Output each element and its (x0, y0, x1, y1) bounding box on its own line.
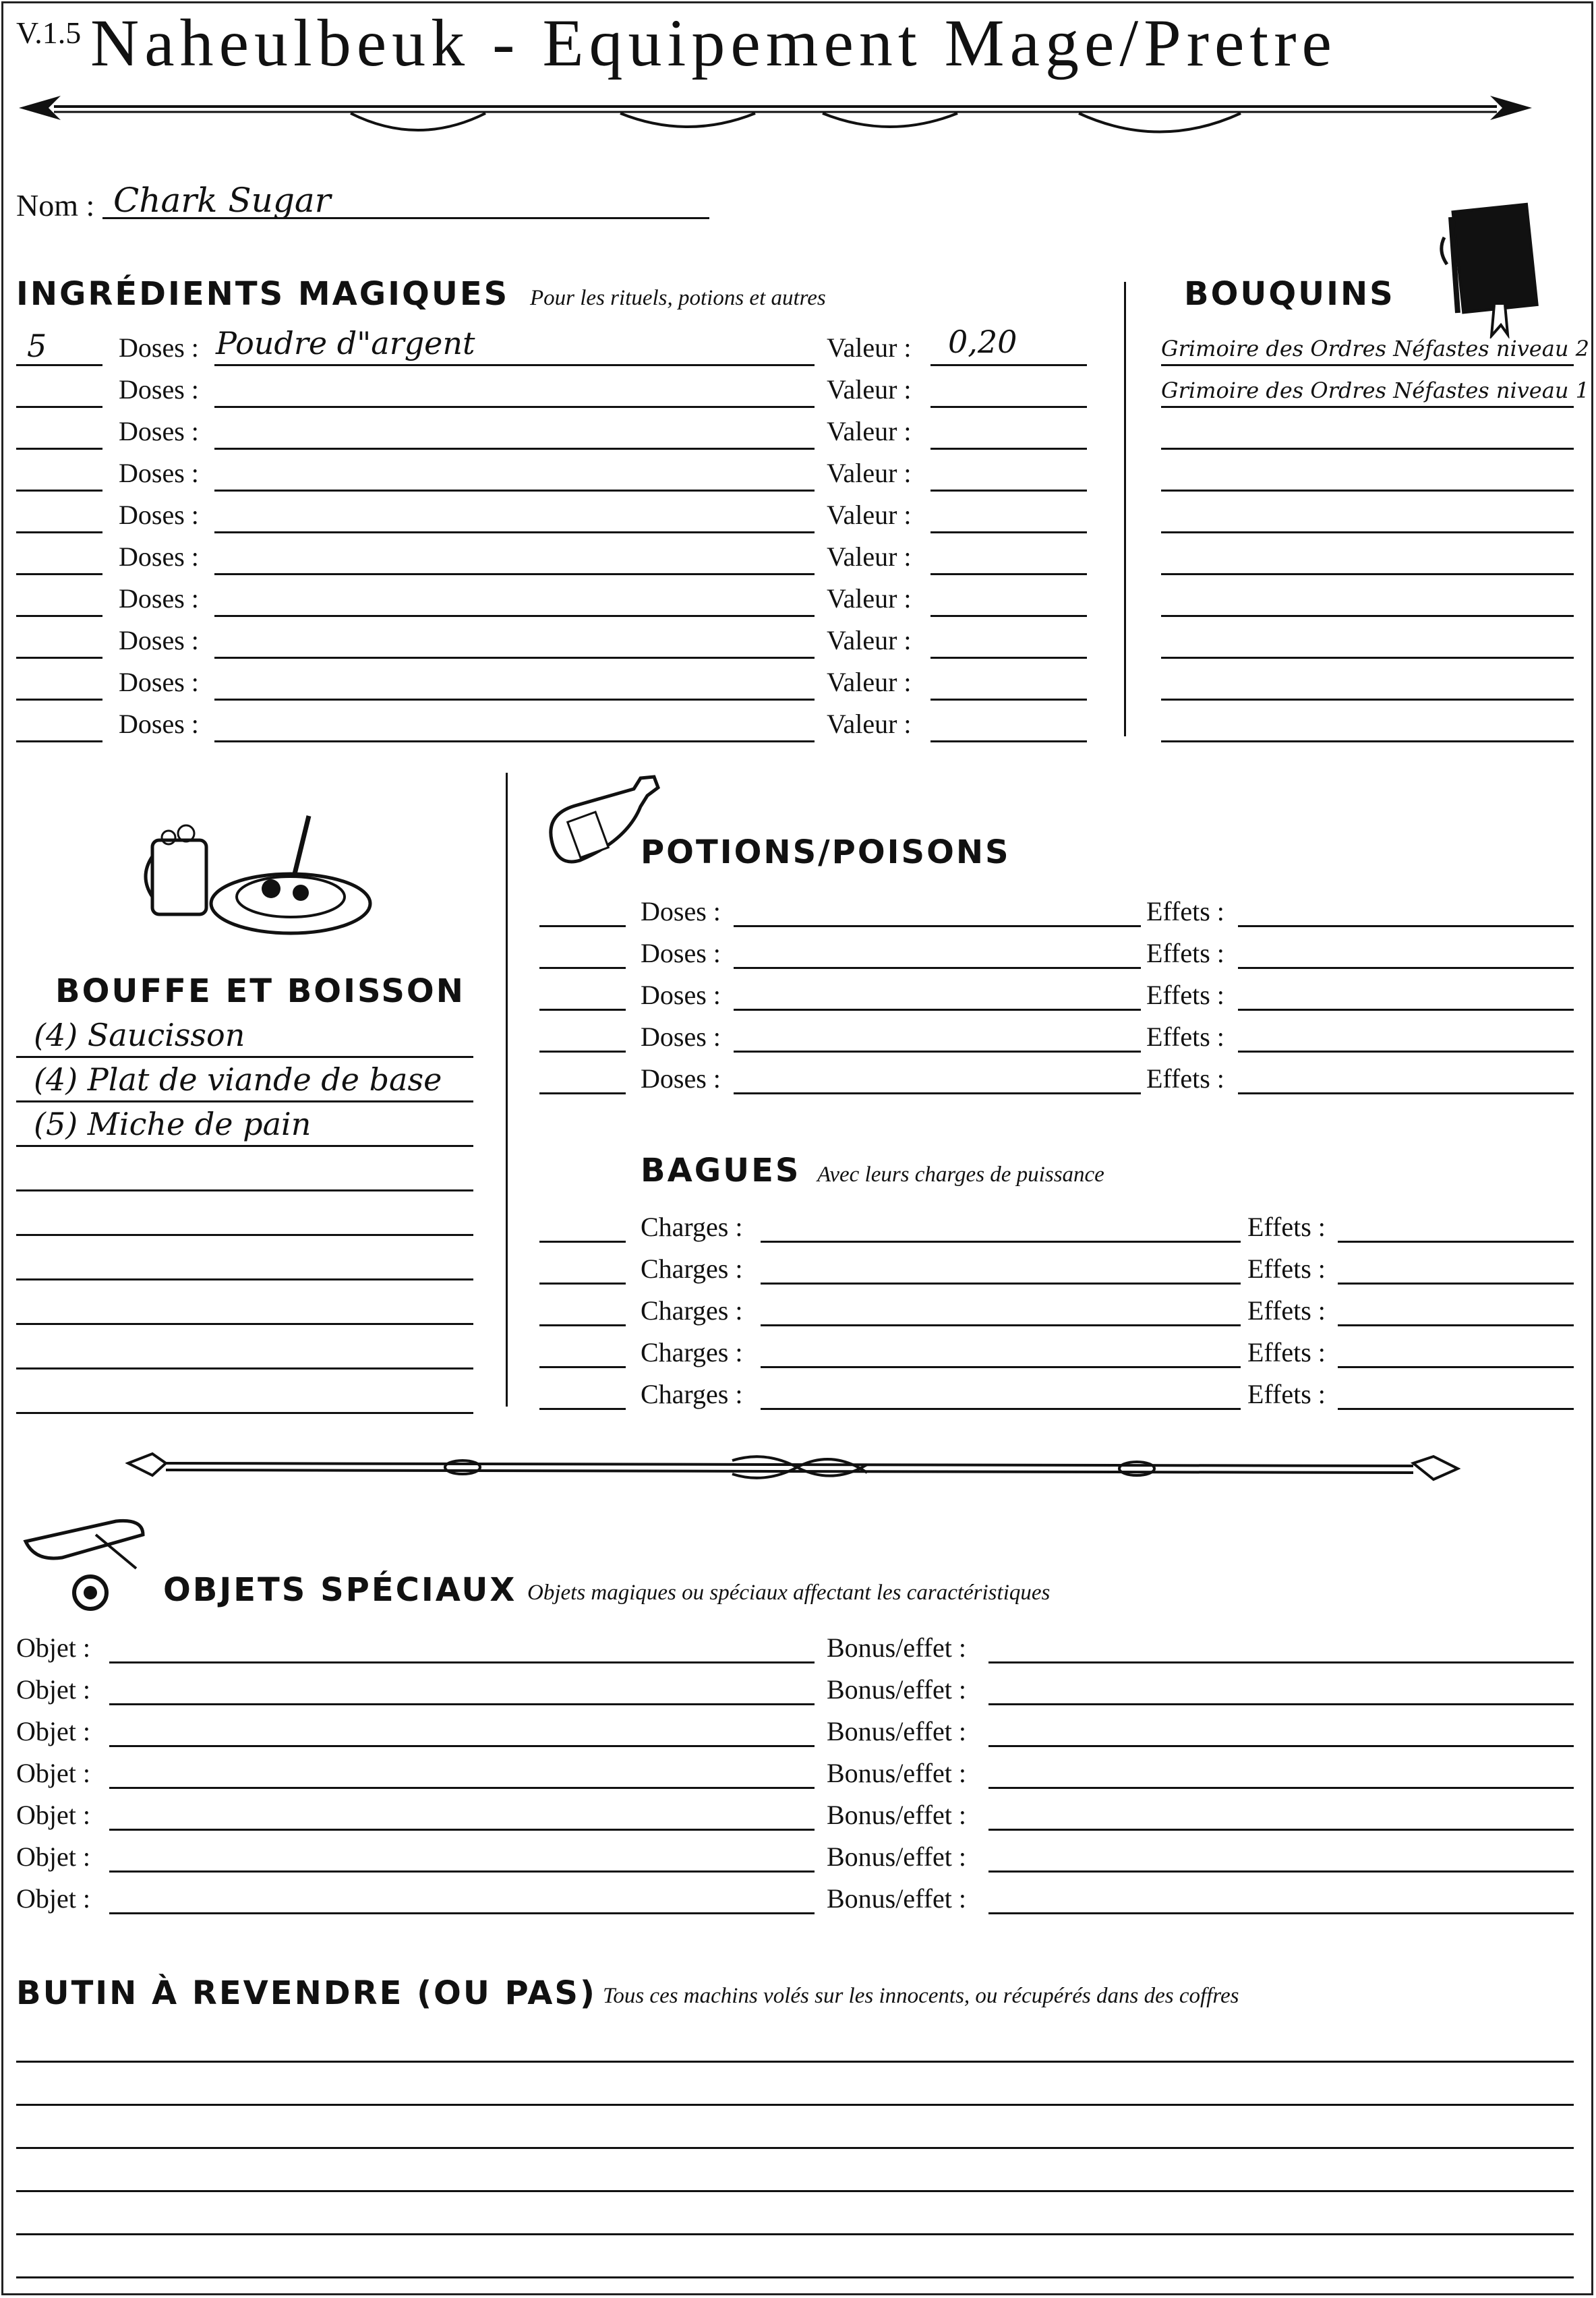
objet-bonus-label: Bonus/effet : (827, 1883, 967, 1914)
bagues-subtitle: Avec leurs charges de puissance (817, 1162, 1104, 1187)
bouffe-line (16, 1278, 473, 1280)
bague-charges-label: Charges : (641, 1254, 743, 1284)
potion-name-line (734, 967, 1141, 969)
ingredient-value-line (930, 740, 1087, 742)
potion-effect-line (1238, 1051, 1574, 1053)
bague-qty-line (539, 1366, 626, 1368)
potion-doses-label: Doses : (641, 1022, 721, 1052)
bague-effect-line (1338, 1366, 1574, 1368)
bouffe-line (16, 1367, 473, 1369)
objet-name-line (109, 1912, 815, 1914)
objet-bonus-line (988, 1661, 1574, 1663)
bouquin-line (1161, 364, 1574, 366)
name-underline (102, 217, 709, 219)
butin-line (16, 2233, 1574, 2235)
ingredient-qty-line (16, 490, 102, 492)
potion-qty-line (539, 1009, 626, 1011)
objet-name-line (109, 1870, 815, 1873)
objet-name-line (109, 1661, 815, 1663)
bouffe-heading: BOUFFE ET BOISSON (55, 972, 465, 1010)
ingredient-qty-line (16, 531, 102, 533)
bouffe-line (16, 1412, 473, 1414)
ingredient-qty-line (16, 699, 102, 701)
bague-effect-line (1338, 1283, 1574, 1285)
bouquin-line (1161, 531, 1574, 533)
bouffe-line (16, 1234, 473, 1236)
objet-name-line (109, 1745, 815, 1747)
ingredient-valeur-label: Valeur : (827, 667, 912, 697)
ingredient-value-line (930, 531, 1087, 533)
objet-label: Objet : (16, 1674, 90, 1705)
bague-effect-line (1338, 1324, 1574, 1326)
ingredient-qty-line (16, 406, 102, 408)
ingredient-value-line (930, 573, 1087, 575)
objet-bonus-line (988, 1745, 1574, 1747)
bouquin-line (1161, 657, 1574, 659)
bouffe-line (16, 1056, 473, 1058)
potion-name-line (734, 925, 1141, 927)
food-divider (506, 773, 508, 1407)
butin-line (16, 2190, 1574, 2192)
potion-effect-line (1238, 1092, 1574, 1094)
potions-heading: POTIONS/POISONS (641, 833, 1011, 871)
potion-name-line (734, 1051, 1141, 1053)
ingredient-qty-line (16, 448, 102, 450)
objet-name-line (109, 1829, 815, 1831)
bague-name-line (761, 1283, 1241, 1285)
ingredient-valeur-label: Valeur : (827, 374, 912, 405)
spear-ornament-icon (13, 86, 1537, 147)
name-label: Nom : (16, 188, 95, 223)
objet-bonus-line (988, 1912, 1574, 1914)
ingredient-value-line (930, 699, 1087, 701)
ingredient-name-line (214, 364, 815, 366)
ingredient-valeur-label: Valeur : (827, 416, 912, 446)
ingredient-value-line (930, 490, 1087, 492)
ingredient-valeur-label: Valeur : (827, 458, 912, 488)
potion-effect-line (1238, 967, 1574, 969)
bague-effets-label: Effets : (1247, 1337, 1326, 1367)
potion-qty-line (539, 925, 626, 927)
ingredients-heading: INGRÉDIENTS MAGIQUES (16, 275, 510, 313)
ingredient-valeur-label: Valeur : (827, 625, 912, 655)
ingredient-doses-label: Doses : (119, 374, 199, 405)
objet-bonus-label: Bonus/effet : (827, 1842, 967, 1872)
ingredient-value-line (930, 448, 1087, 450)
bouquin-line (1161, 615, 1574, 617)
ingredients-subtitle: Pour les rituels, potions et autres (530, 286, 826, 310)
page-title: Naheulbeuk - Equipement Mage/Pretre (90, 5, 1337, 80)
potion-name-line (734, 1009, 1141, 1011)
objet-label: Objet : (16, 1883, 90, 1914)
butin-line (16, 2276, 1574, 2278)
bague-effets-label: Effets : (1247, 1254, 1326, 1284)
objet-bonus-label: Bonus/effet : (827, 1800, 967, 1830)
ingredient-valeur-label: Valeur : (827, 541, 912, 572)
ingredient-qty-line (16, 615, 102, 617)
bague-effets-label: Effets : (1247, 1212, 1326, 1242)
objet-label: Objet : (16, 1800, 90, 1830)
potion-qty-line (539, 967, 626, 969)
bouquin-item[interactable]: Grimoire des Ordres Néfastes niveau 1 (1161, 378, 1589, 403)
objet-label: Objet : (16, 1632, 90, 1663)
ingredient-name-line (214, 657, 815, 659)
bague-qty-line (539, 1324, 626, 1326)
objets-heading: OBJETS SPÉCIAUX (163, 1571, 517, 1609)
potion-qty-line (539, 1051, 626, 1053)
potion-doses-label: Doses : (641, 938, 721, 968)
objet-bonus-label: Bonus/effet : (827, 1716, 967, 1746)
potion-effets-label: Effets : (1146, 938, 1224, 968)
ingredient-value[interactable]: 0,20 (948, 324, 1017, 360)
ingredient-value-line (930, 657, 1087, 659)
bouquin-line (1161, 573, 1574, 575)
bouffe-line (16, 1100, 473, 1102)
bague-effets-label: Effets : (1247, 1379, 1326, 1409)
bague-qty-line (539, 1283, 626, 1285)
book-icon (1435, 197, 1549, 338)
ingredient-name[interactable]: Poudre d"argent (216, 325, 475, 361)
ingredients-divider (1124, 282, 1126, 736)
potion-qty-line (539, 1092, 626, 1094)
ingredient-doses-label: Doses : (119, 625, 199, 655)
objet-label: Objet : (16, 1842, 90, 1872)
potion-doses-label: Doses : (641, 896, 721, 926)
bagues-heading: BAGUES (641, 1152, 801, 1189)
ingredient-valeur-label: Valeur : (827, 709, 912, 739)
bague-charges-label: Charges : (641, 1295, 743, 1326)
ingredient-doses-label: Doses : (119, 709, 199, 739)
bague-effect-line (1338, 1408, 1574, 1410)
bouquin-line (1161, 740, 1574, 742)
bouffe-line (16, 1189, 473, 1191)
potion-effect-line (1238, 925, 1574, 927)
objet-bonus-line (988, 1703, 1574, 1705)
objet-label: Objet : (16, 1758, 90, 1788)
bague-name-line (761, 1408, 1241, 1410)
potion-name-line (734, 1092, 1141, 1094)
objet-name-line (109, 1703, 815, 1705)
ingredient-valeur-label: Valeur : (827, 332, 912, 363)
objet-label: Objet : (16, 1716, 90, 1746)
ingredient-name-line (214, 740, 815, 742)
ingredient-doses-label: Doses : (119, 332, 199, 363)
ingredient-name-line (214, 406, 815, 408)
bouquin-line (1161, 448, 1574, 450)
bouquin-item[interactable]: Grimoire des Ordres Néfastes niveau 2 (1161, 336, 1589, 361)
objet-bonus-label: Bonus/effet : (827, 1632, 967, 1663)
ingredient-valeur-label: Valeur : (827, 583, 912, 614)
ingredient-value-line (930, 364, 1087, 366)
bague-charges-label: Charges : (641, 1337, 743, 1367)
ingredient-value-line (930, 615, 1087, 617)
ingredient-doses-label: Doses : (119, 583, 199, 614)
bouquin-line (1161, 406, 1574, 408)
ingredient-doses-label: Doses : (119, 416, 199, 446)
scroll-ring-icon (15, 1508, 156, 1622)
ingredient-name-line (214, 573, 815, 575)
bague-charges-label: Charges : (641, 1379, 743, 1409)
bague-charges-label: Charges : (641, 1212, 743, 1242)
staff-ornament-icon (125, 1446, 1460, 1493)
bouffe-item[interactable]: (4) Plat de viande de base (34, 1061, 442, 1098)
objets-subtitle: Objets magiques ou spéciaux affectant les caractéristiques (527, 1581, 1051, 1605)
objet-bonus-line (988, 1787, 1574, 1789)
ingredient-doses-label: Doses : (119, 500, 199, 530)
objet-name-line (109, 1787, 815, 1789)
bague-qty-line (539, 1241, 626, 1243)
objet-bonus-line (988, 1829, 1574, 1831)
ingredient-valeur-label: Valeur : (827, 500, 912, 530)
ingredient-qty-line (16, 573, 102, 575)
ingredient-qty-line (16, 657, 102, 659)
potion-effets-label: Effets : (1146, 980, 1224, 1010)
potion-effets-label: Effets : (1146, 1063, 1224, 1094)
ingredient-doses-label: Doses : (119, 541, 199, 572)
ingredient-name-line (214, 615, 815, 617)
ingredient-value-line (930, 406, 1087, 408)
version-label: V.1.5 (16, 16, 82, 50)
bague-effect-line (1338, 1241, 1574, 1243)
ingredient-qty-line (16, 364, 102, 366)
bague-name-line (761, 1241, 1241, 1243)
bouffe-item[interactable]: (4) Saucisson (34, 1017, 245, 1053)
butin-line (16, 2061, 1574, 2063)
potion-effect-line (1238, 1009, 1574, 1011)
ingredient-name-line (214, 531, 815, 533)
ingredient-doses-label: Doses : (119, 667, 199, 697)
butin-subtitle: Tous ces machins volés sur les innocents, ou récupérés dans des coffres (603, 1984, 1239, 2008)
bague-name-line (761, 1366, 1241, 1368)
bouquins-heading: BOUQUINS (1184, 275, 1395, 313)
ingredient-qty[interactable]: 5 (27, 328, 47, 364)
objet-bonus-label: Bonus/effet : (827, 1674, 967, 1705)
ingredient-doses-label: Doses : (119, 458, 199, 488)
butin-heading: BUTIN À REVENDRE (OU PAS) (16, 1974, 597, 2012)
bouquin-line (1161, 490, 1574, 492)
potion-doses-label: Doses : (641, 1063, 721, 1094)
bouffe-item[interactable]: (5) Miche de pain (34, 1106, 312, 1142)
objet-bonus-label: Bonus/effet : (827, 1758, 967, 1788)
potion-effets-label: Effets : (1146, 1022, 1224, 1052)
bouffe-line (16, 1323, 473, 1325)
food-plate-icon (139, 802, 375, 944)
butin-line (16, 2147, 1574, 2149)
butin-line (16, 2104, 1574, 2106)
ingredient-name-line (214, 699, 815, 701)
bague-name-line (761, 1324, 1241, 1326)
ingredient-name-line (214, 490, 815, 492)
bouquin-line (1161, 699, 1574, 701)
bague-qty-line (539, 1408, 626, 1410)
potion-doses-label: Doses : (641, 980, 721, 1010)
bouffe-line (16, 1145, 473, 1147)
objet-bonus-line (988, 1870, 1574, 1873)
ingredient-qty-line (16, 740, 102, 742)
bague-effets-label: Effets : (1247, 1295, 1326, 1326)
name-value[interactable]: Chark Sugar (113, 181, 331, 220)
ingredient-name-line (214, 448, 815, 450)
potion-effets-label: Effets : (1146, 896, 1224, 926)
